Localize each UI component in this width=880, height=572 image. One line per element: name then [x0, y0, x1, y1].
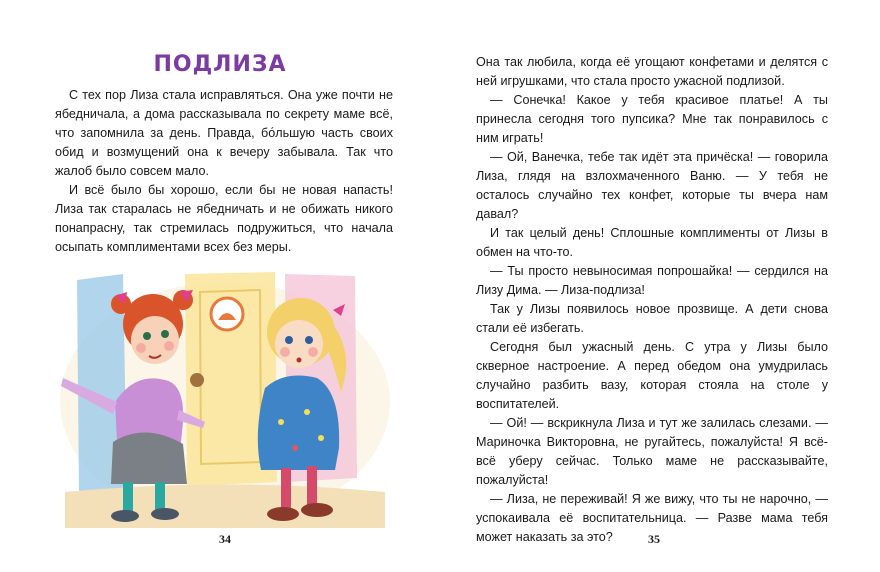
- paragraph: — Ой! — вскрикнула Лиза и тут же залилась слезами. — Мариночка Викторовна, не ругайтесь, пожалуйста! Я всё-всё уберу сейчас. Только маме не рассказывайте, пожалуйста!: [476, 416, 828, 487]
- paragraph: С тех пор Лиза стала исправляться. Она уже почти не ябедничала, а дома рассказывала по секрету маме всё, что запомнила за день. Правда, бо́льшую часть своих обид и возмущений она к вечеру забывала. Так что жалоб было совсем мало.: [55, 88, 393, 178]
- right-body-text: [476, 53, 828, 547]
- paragraph: Так у Лизы появилось новое прозвище. А дети снова стали её избегать.: [476, 302, 828, 335]
- page-number: 34: [219, 532, 231, 546]
- left-body-text: [55, 86, 393, 257]
- paragraph: Сегодня был ужасный день. С утра у Лизы было скверное настроение. А перед обедом она умудрилась случайно разбить вазу, которая стояла на столе у воспитателей.: [476, 340, 828, 411]
- paragraph: Она так любила, когда её угощают конфетами и делятся с ней игрушками, что стала просто ужасной подлизой.: [476, 55, 828, 88]
- paragraph: — Ты просто невыносимая попрошайка! — сердился на Лизу Дима. — Лиза-подлиза!: [476, 264, 828, 297]
- illustration-two-girls: [55, 252, 395, 528]
- paragraph: — Сонечка! Какое у тебя красивое платье! А ты принесла сегодня того пупсика? Мне так понравилось с ним играть!: [476, 93, 828, 145]
- paragraph: — Ой, Ванечка, тебе так идёт эта причёска! — говорила Лиза, глядя на взлохмаченного Ваню. — У тебя не осталось случайно тех конфет, которые ты вчера нам давал?: [476, 150, 828, 221]
- chapter-title: ПОДЛИЗА: [153, 52, 287, 77]
- page-number: 35: [648, 532, 660, 546]
- paragraph: — Лиза, не переживай! Я же вижу, что ты не нарочно, — успокаивала её воспитательница. — Разве мама тебя может наказать за это?: [476, 492, 828, 544]
- right-page: [440, 0, 880, 572]
- paragraph: И так целый день! Сплошные комплименты от Лизы в обмен на что-то.: [476, 226, 828, 259]
- paragraph: И всё было бы хорошо, если бы не новая напасть! Лиза так старалась не ябедничать и не обижать никого понапрасну, так стремилась подружиться, что начала осыпать комплиментами всех без меры.: [55, 183, 393, 254]
